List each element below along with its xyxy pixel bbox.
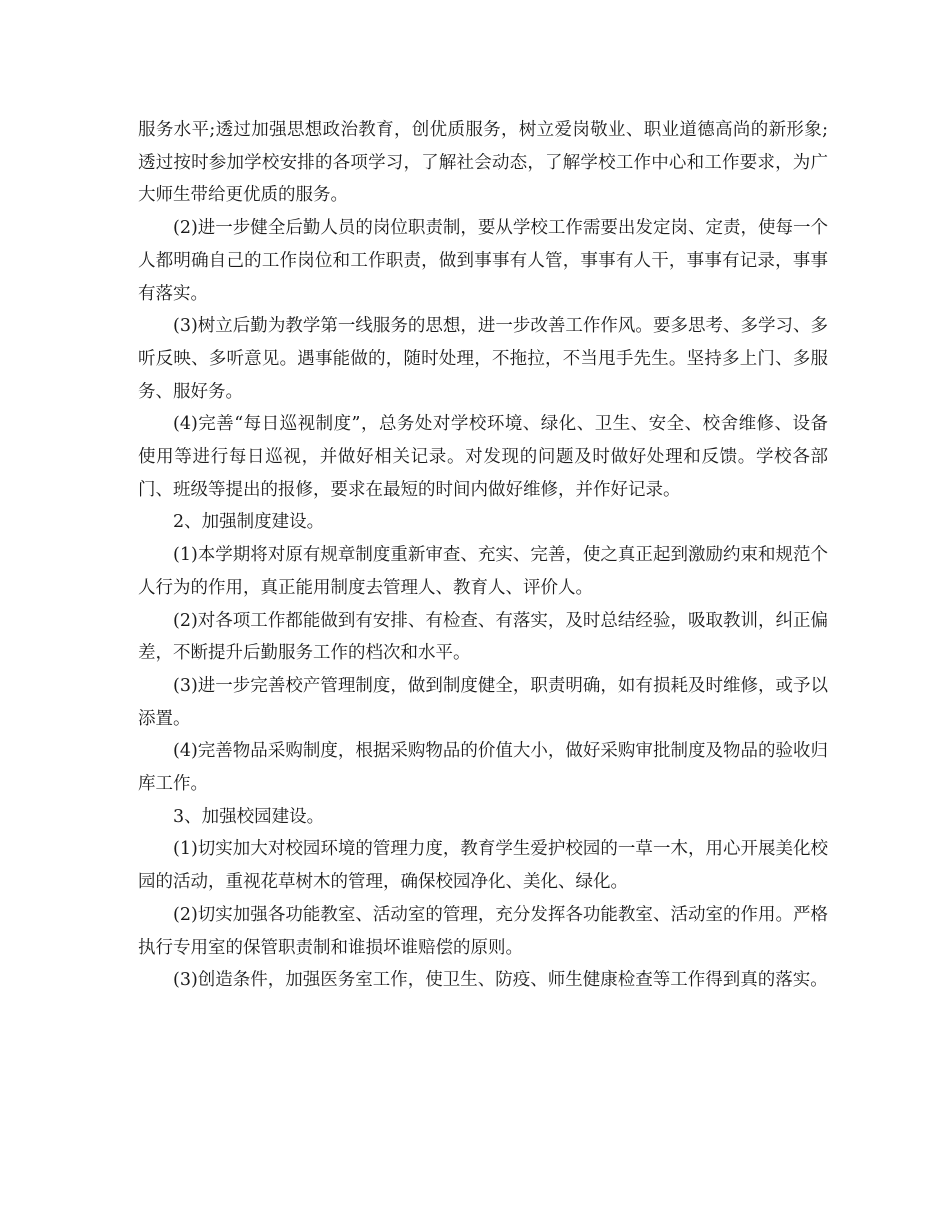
paragraph-rules-review: (1)本学期将对原有规章制度重新审查、充实、完善，使之真正起到激励约束和规范个人行为的作用，真正能用制度去管理人、教育人、评价人。: [138, 545, 828, 598]
paragraph-daily-inspection: (4)完善“每日巡视制度”，总务处对学校环境、绿化、卫生、安全、校舍维修、设备使用等进行每日巡视，并做好相关记录。对发现的问题及时做好处理和反馈。学校各部门、班级等提出的报修，要求在最短的时间内做好维修，并作好记录。: [138, 414, 828, 500]
paragraph-asset-management: (3)进一步完善校产管理制度，做到制度健全，职责明确，如有损耗及时维修，或予以添置。: [138, 675, 828, 729]
paragraph-work-style: (3)树立后勤为教学第一线服务的思想，进一步改善工作作风。要多思考、多学习、多听反映、多听意见。遇事能做的，随时处理，不拖拉，不当甩手先生。坚持多上门、多服务、服好务。: [138, 316, 828, 402]
document-body: [138, 114, 828, 997]
paragraph-procurement: (4)完善物品采购制度，根据采购物品的价值大小，做好采购审批制度及物品的验收归库工作。: [138, 741, 828, 795]
section-heading-system: 2、加强制度建设。: [173, 512, 325, 533]
paragraph-service-level: 服务水平;透过加强思想政治教育，创优质服务，树立爱岗敬业、职业道德高尚的新形象;透过按时参加学校安排的各项学习，了解社会动态，了解学校工作中心和工作要求，为广大师生带给更优质的服务。: [138, 120, 828, 206]
paragraph-work-arrangement: (2)对各项工作都能做到有安排、有检查、有落实，及时总结经验，吸取教训，纠正偏差，不断提升后勤服务工作的档次和水平。: [138, 610, 828, 664]
paragraph-function-rooms: (2)切实加强各功能教室、活动室的管理，充分发挥各功能教室、活动室的作用。严格执行专用室的保管职责制和谁损坏谁赔偿的原则。: [138, 904, 828, 958]
paragraph-job-responsibility: (2)进一步健全后勤人员的岗位职责制，要从学校工作需要出发定岗、定责，使每一个人都明确自己的工作岗位和工作职责，做到事事有人管，事事有人干，事事有记录，事事有落实。: [138, 218, 828, 304]
paragraph-clinic: (3)创造条件，加强医务室工作，使卫生、防疫、师生健康检查等工作得到真的落实。: [173, 970, 828, 991]
paragraph-campus-environment: (1)切实加大对校园环境的管理力度，教育学生爱护校园的一草一木，用心开展美化校园的活动，重视花草树木的管理，确保校园净化、美化、绿化。: [138, 839, 828, 893]
section-heading-campus: 3、加强校园建设。: [173, 806, 325, 827]
